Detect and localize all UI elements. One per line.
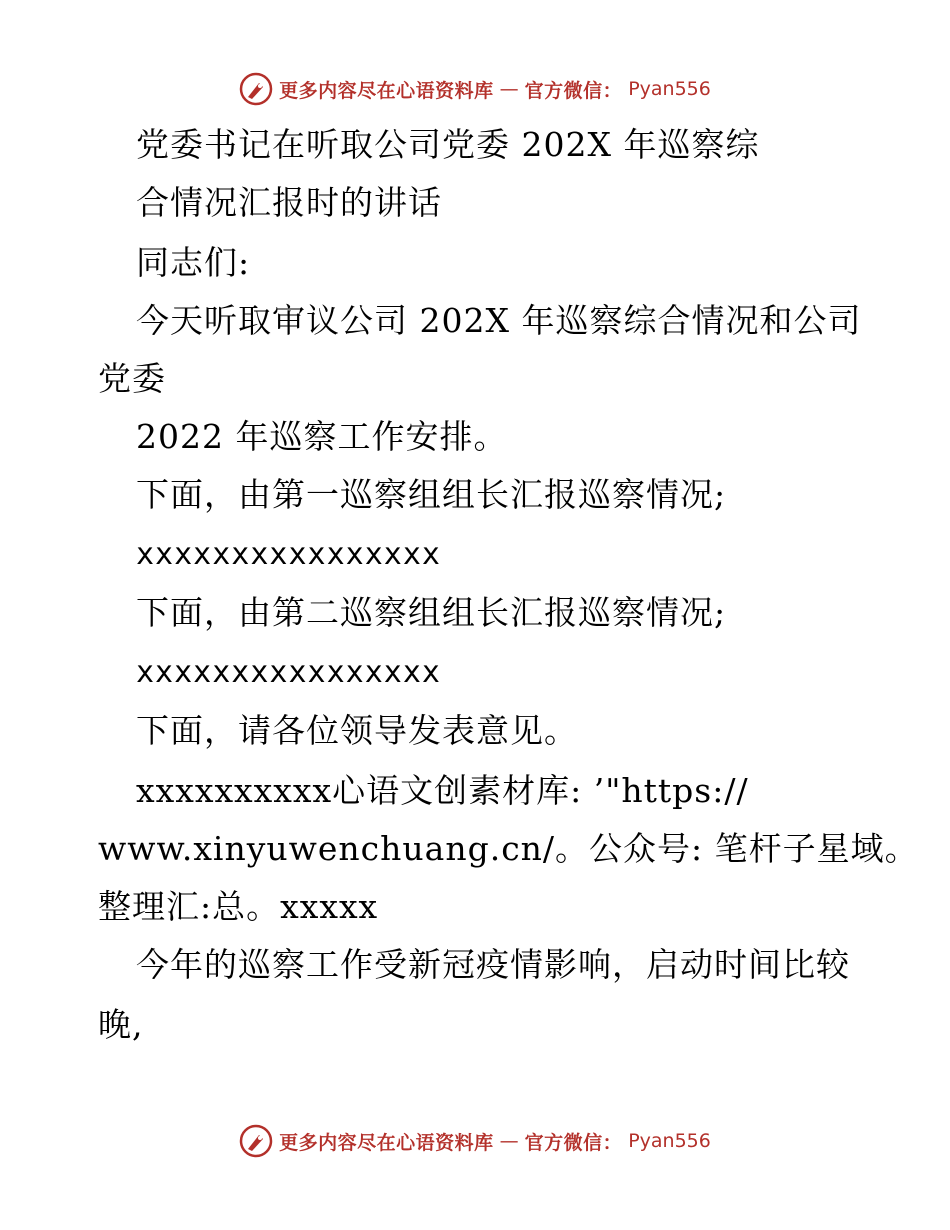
paragraph-2: 2022 年巡察工作安排。 xyxy=(136,417,508,456)
paragraph-1-line-1: 今天听取审议公司 202X 年巡察综合情况和公司 xyxy=(136,301,862,340)
banner-dash: — xyxy=(499,78,519,100)
greeting: 同志们: xyxy=(136,243,251,282)
header-banner xyxy=(0,72,950,106)
footer-banner-text: 更多内容尽在心语资料库 xyxy=(279,1131,494,1154)
banner-wechat-label: 官方微信： xyxy=(524,79,623,102)
banner-text: 更多内容尽在心语资料库 xyxy=(279,79,494,102)
footer-banner-wechat-id: Pyan556 xyxy=(628,1130,711,1152)
paragraph-3: 下面，由第一巡察组组长汇报巡察情况; xyxy=(136,475,727,514)
pen-nib-logo-icon xyxy=(239,1124,273,1158)
paragraph-6-line-2: www.xinyuwenchuang.cn/。公众号: 笔杆子星域。 xyxy=(98,829,919,868)
paragraph-7-line-1: 今年的巡察工作受新冠疫情影响，启动时间比较 xyxy=(136,945,850,984)
footer-banner-dash: — xyxy=(499,1130,519,1152)
banner-wechat-id: Pyan556 xyxy=(628,78,711,100)
pen-nib-logo-icon xyxy=(239,72,273,106)
paragraph-1-line-2: 党委 xyxy=(98,359,166,398)
paragraph-5: 下面，请各位领导发表意见。 xyxy=(136,711,578,750)
title-line-1: 党委书记在听取公司党委 202X 年巡察综 xyxy=(136,125,760,164)
paragraph-6-line-1: xxxxxxxxxx心语文创素材库: ’"https:// xyxy=(136,771,749,810)
paragraph-4-placeholder: xxxxxxxxxxxxxxxx xyxy=(136,655,441,690)
title-line-2: 合情况汇报时的讲话 xyxy=(136,183,442,222)
footer-banner xyxy=(0,1124,950,1158)
paragraph-7-line-2: 晚, xyxy=(98,1005,144,1044)
footer-banner-wechat-label: 官方微信： xyxy=(524,1131,623,1154)
paragraph-3-placeholder: xxxxxxxxxxxxxxxx xyxy=(136,537,441,572)
paragraph-4: 下面，由第二巡察组组长汇报巡察情况; xyxy=(136,593,727,632)
paragraph-6-line-3: 整理汇:总。xxxxx xyxy=(98,887,379,926)
